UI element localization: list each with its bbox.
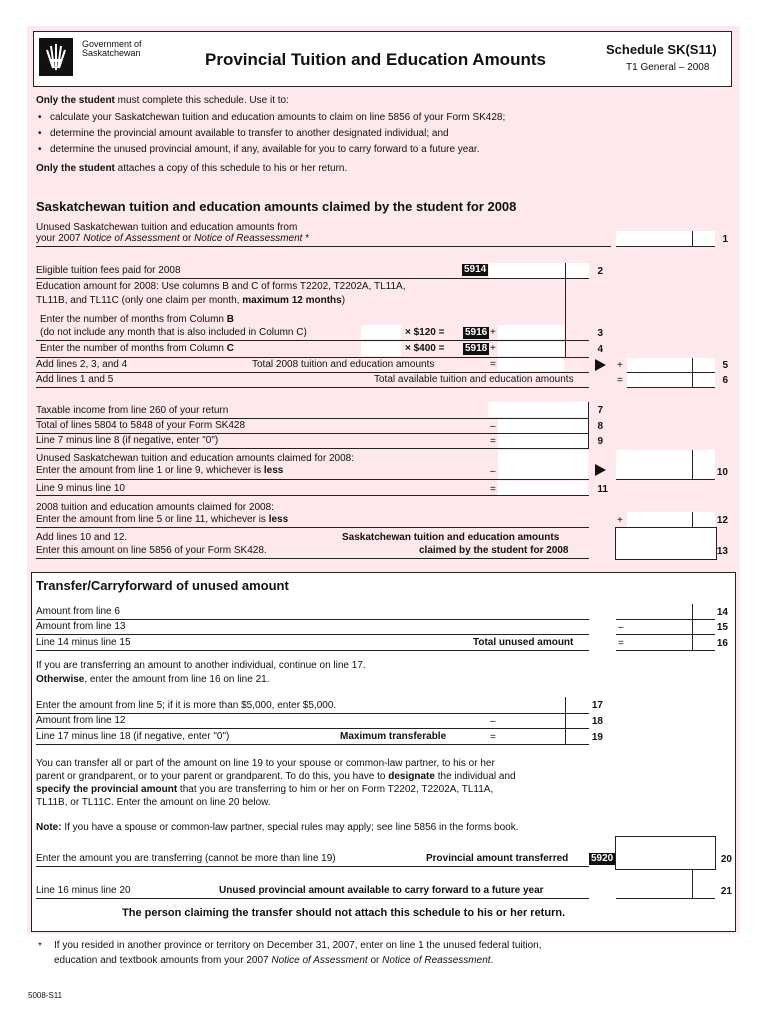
- line-15-text: Amount from line 13: [36, 621, 126, 632]
- intro-p1-bold: Only the student: [36, 95, 115, 106]
- l12b-bold: less: [268, 514, 289, 525]
- line-number-18: 18: [591, 716, 603, 727]
- line-5-input[interactable]: [627, 358, 715, 373]
- intro-p1-rest: must complete this schedule. Use it to:: [114, 95, 289, 106]
- line-8-text: Total of lines 5804 to 5848 of your Form SK428: [36, 420, 246, 431]
- line-6-text-b: Total available tuition and education amounts: [374, 374, 574, 385]
- schedule-title: Schedule SK(S11): [606, 42, 717, 57]
- f2-italic-2: Notice of Reassessment: [382, 955, 491, 966]
- code-5918: 5918: [465, 343, 488, 354]
- l3a-bold: B: [226, 314, 234, 325]
- line-11-equals: =: [490, 484, 496, 495]
- line-3-text-b: (do not include any month that is also included in Column C): [40, 327, 307, 338]
- line-20-input[interactable]: [615, 836, 716, 870]
- line-20-text-b: Provincial amount transferred: [426, 853, 569, 864]
- line-5-equals: =: [490, 359, 496, 370]
- line-1-input[interactable]: [616, 231, 715, 247]
- line-14-text: Amount from line 6: [36, 606, 120, 617]
- l12b-pre: Enter the amount from line 5 or line 11, whichever is: [36, 514, 269, 525]
- line-6-text-a: Add lines 1 and 5: [36, 374, 114, 385]
- line-number-6: 6: [722, 375, 728, 386]
- line-5-plus: +: [617, 360, 623, 371]
- line-number-7: 7: [597, 405, 603, 416]
- sask-logo: [39, 38, 73, 76]
- line-number-13: 13: [716, 546, 728, 557]
- section-1-heading: Saskatchewan tuition and education amounts claimed by the student for 2008: [36, 199, 517, 214]
- line-16-text-a: Line 14 minus line 15: [36, 637, 131, 648]
- footnote-line-2: [54, 955, 493, 967]
- line-number-17: 17: [591, 700, 603, 711]
- lines-17-19-input[interactable]: [498, 697, 565, 744]
- closing-statement: The person claiming the transfer should not attach this schedule to his or her return.: [122, 907, 566, 919]
- line-19-equals: =: [490, 732, 496, 743]
- footnote-star: *: [38, 941, 42, 952]
- line-number-1: 1: [722, 234, 728, 245]
- code-5916: 5916: [465, 327, 488, 338]
- intro-bullet-3: • determine the unused provincial amount, if any, available for you to carry forward to a future year.: [50, 144, 480, 156]
- line-10-text-a: Unused Saskatchewan tuition and education amounts claimed for 2008:: [36, 453, 354, 464]
- intro-bullet-1: • calculate your Saskatchewan tuition and education amounts to claim on line 5856 of your Form SK428;: [50, 112, 505, 124]
- line-3-text-a: [40, 314, 234, 326]
- line-16-equals: =: [618, 638, 624, 649]
- line-4-text: [40, 343, 234, 355]
- transfer-paragraph-4: TL11B, or TL11C. Enter the amount on line 20 below.: [36, 797, 271, 808]
- intro-line-1: [36, 95, 289, 107]
- transfer-note-1: If you are transferring an amount to another individual, continue on line 17.: [36, 660, 366, 671]
- line-number-15: 15: [716, 622, 728, 633]
- transfer-paragraph-3: [36, 784, 493, 796]
- line-13-text-b: Enter this amount on line 5856 of your Form SK428.: [36, 545, 267, 556]
- p2-bold: designate: [388, 771, 435, 782]
- line-number-5: 5: [722, 360, 728, 371]
- line-number-20: 20: [720, 854, 732, 865]
- form-code: 5008-S11: [28, 991, 63, 1000]
- line-12-plus: +: [617, 515, 623, 526]
- line-4-plus: +: [490, 343, 496, 354]
- line-12-input[interactable]: [627, 512, 715, 528]
- line-10-minus: –: [490, 466, 496, 477]
- l1b-mid: or: [179, 233, 195, 244]
- line-6-input[interactable]: [627, 373, 715, 388]
- line-21-text-b: Unused provincial amount available to carry forward to a future year: [219, 885, 544, 896]
- section-2-heading: Transfer/Carryforward of unused amount: [36, 578, 289, 593]
- line-number-14: 14: [716, 607, 728, 618]
- p3-post: that you are transferring to him or her on Form T2202, T2202A, TL11A,: [177, 784, 494, 795]
- line-5-text-a: Add lines 2, 3, and 4: [36, 359, 128, 370]
- line-2-text: Eligible tuition fees paid for 2008: [36, 265, 181, 276]
- line-13-text-c: Saskatchewan tuition and education amounts: [342, 532, 560, 543]
- edu2-post: ): [341, 295, 346, 306]
- l1b-italic-1: Notice of Assessment: [83, 233, 180, 244]
- line-7-input[interactable]: [488, 402, 589, 417]
- code-5920: 5920: [591, 853, 614, 864]
- line-number-10: 10: [716, 467, 728, 478]
- f2-italic-1: Notice of Assessment: [271, 955, 368, 966]
- line-3-input[interactable]: [498, 325, 564, 339]
- line-number-4: 4: [597, 344, 603, 355]
- line-19-text-b: Maximum transferable: [340, 731, 447, 742]
- intro-p2-rest: attaches a copy of this schedule to his or her return.: [114, 163, 348, 174]
- gov-line-2: Saskatchewan: [82, 48, 141, 58]
- line-5-arrow-icon: [595, 359, 606, 371]
- line-7-text: Taxable income from line 260 of your return: [36, 405, 229, 416]
- line-19-text-a: Line 17 minus line 18 (if negative, enter "0"): [36, 731, 230, 742]
- edu2-pre: TL11B, and TL11C (only one claim per month,: [36, 295, 243, 306]
- line-10-input[interactable]: [616, 450, 715, 480]
- edu2-bold: maximum 12 months: [242, 295, 342, 306]
- line-number-11: 11: [597, 484, 608, 495]
- p2-pre: parent or grandparent, or to your parent or grandparent. To do this, you have to: [36, 771, 389, 782]
- line-21-text-a: Line 16 minus line 20: [36, 885, 131, 896]
- l3a-pre: Enter the number of months from Column: [40, 314, 227, 325]
- line-10-arrow-icon: [595, 464, 606, 476]
- form-title: Provincial Tuition and Education Amounts: [205, 50, 546, 69]
- line-17-text: Enter the amount from line 5; if it is more than $5,000, enter $5,000.: [36, 700, 337, 711]
- line-15-minus: –: [618, 622, 624, 633]
- line-number-21: 21: [720, 886, 732, 897]
- line-number-16: 16: [716, 638, 728, 649]
- line-number-9: 9: [597, 436, 603, 447]
- education-text-2: [36, 295, 345, 307]
- f2-mid: or: [367, 955, 383, 966]
- l10b-bold: less: [263, 465, 284, 476]
- line-1-text-a: Unused Saskatchewan tuition and education amounts from: [36, 222, 298, 233]
- line-number-8: 8: [597, 421, 603, 432]
- line-20-text-a: Enter the amount you are transferring (cannot be more than line 19): [36, 853, 336, 864]
- line-number-2: 2: [597, 266, 603, 277]
- line-4-input[interactable]: [498, 342, 564, 356]
- l1b-pre: your 2007: [36, 233, 84, 244]
- line-4-months-input[interactable]: [361, 342, 401, 356]
- intro-bullet-2: • determine the provincial amount available to transfer to another designated individual; and: [50, 128, 449, 140]
- code-5914: 5914: [464, 264, 487, 275]
- note2-rest: , enter the amount from line 16 on line 21.: [84, 674, 270, 685]
- wheat-sheaf-icon: [39, 38, 73, 76]
- intro-line-2: [36, 163, 347, 175]
- line-3-multiplier: × $120 =: [405, 327, 445, 338]
- line-13-text-d: claimed by the student for 2008: [419, 545, 569, 556]
- f2-post: .: [490, 955, 494, 966]
- line-18-minus: –: [490, 716, 496, 727]
- line-number-19: 19: [591, 732, 603, 743]
- line-1-text-b: [36, 233, 309, 245]
- line-11-text: Line 9 minus line 10: [36, 483, 125, 494]
- line-number-12: 12: [716, 515, 728, 526]
- education-text-1: Education amount for 2008: Use columns B and C of forms T2202, T2202A, TL11A,: [36, 281, 406, 292]
- p2-post: the individual and: [434, 771, 516, 782]
- l4-bold: C: [226, 343, 234, 354]
- line-9-input[interactable]: [498, 434, 588, 448]
- line-18-text: Amount from line 12: [36, 715, 126, 726]
- line-2-input[interactable]: [489, 263, 589, 278]
- line-8-input[interactable]: [498, 419, 588, 433]
- line-21-input[interactable]: [616, 870, 715, 899]
- l10b-pre: Enter the amount from line 1 or line 9, whichever is: [36, 465, 264, 476]
- line-5-text-b: Total 2008 tuition and education amounts: [252, 359, 435, 370]
- line-8-minus: –: [490, 421, 496, 432]
- l1b-post: *: [302, 233, 310, 244]
- l4-pre: Enter the number of months from Column: [40, 343, 227, 354]
- footnote-line-1: If you resided in another province or territory on December 31, 2007, enter on line 1 the unused federal tuition,: [54, 940, 542, 951]
- transfer-note-2: [36, 674, 269, 686]
- f2-pre: education and textbook amounts from your 2007: [54, 955, 272, 966]
- note-rest: If you have a spouse or common-law partner, special rules may apply; see line 5856 in the forms book.: [61, 822, 519, 833]
- l1b-italic-2: Notice of Reassessment: [194, 233, 303, 244]
- line-3-plus: +: [490, 327, 496, 338]
- line-5-subtotal-input[interactable]: [498, 358, 564, 371]
- line-13-text-a: Add lines 10 and 12.: [36, 532, 128, 543]
- transfer-paragraph-2: [36, 771, 516, 783]
- line-16-text-b: Total unused amount: [473, 637, 574, 648]
- line-10-subtotal-input[interactable]: [498, 450, 588, 479]
- gov-line-1: Government of: [82, 39, 142, 49]
- line-10-text-b: [36, 465, 283, 477]
- p3-bold: specify the provincial amount: [36, 784, 178, 795]
- line-3-months-input[interactable]: [361, 325, 401, 339]
- form-subtitle: T1 General – 2008: [626, 62, 710, 73]
- lines-14-16-input[interactable]: [616, 604, 692, 650]
- line-number-3: 3: [597, 328, 603, 339]
- line-9-text: Line 7 minus line 8 (if negative, enter "0"): [36, 435, 219, 446]
- note2-bold: Otherwise: [36, 674, 85, 685]
- line-13-input[interactable]: [615, 527, 717, 560]
- line-12-text-b: [36, 514, 288, 526]
- line-11-input[interactable]: [498, 481, 588, 495]
- line-4-multiplier: × $400 =: [405, 343, 445, 354]
- note-bold: Note:: [36, 822, 62, 833]
- line-12-text-a: 2008 tuition and education amounts claimed for 2008:: [36, 502, 274, 513]
- line-9-equals: =: [490, 436, 496, 447]
- line-6-equals: =: [617, 375, 623, 386]
- intro-p2-bold: Only the student: [36, 163, 115, 174]
- spouse-note: [36, 822, 518, 834]
- transfer-paragraph-1: You can transfer all or part of the amount on line 19 to your spouse or common-law partner, to his or her: [36, 758, 495, 769]
